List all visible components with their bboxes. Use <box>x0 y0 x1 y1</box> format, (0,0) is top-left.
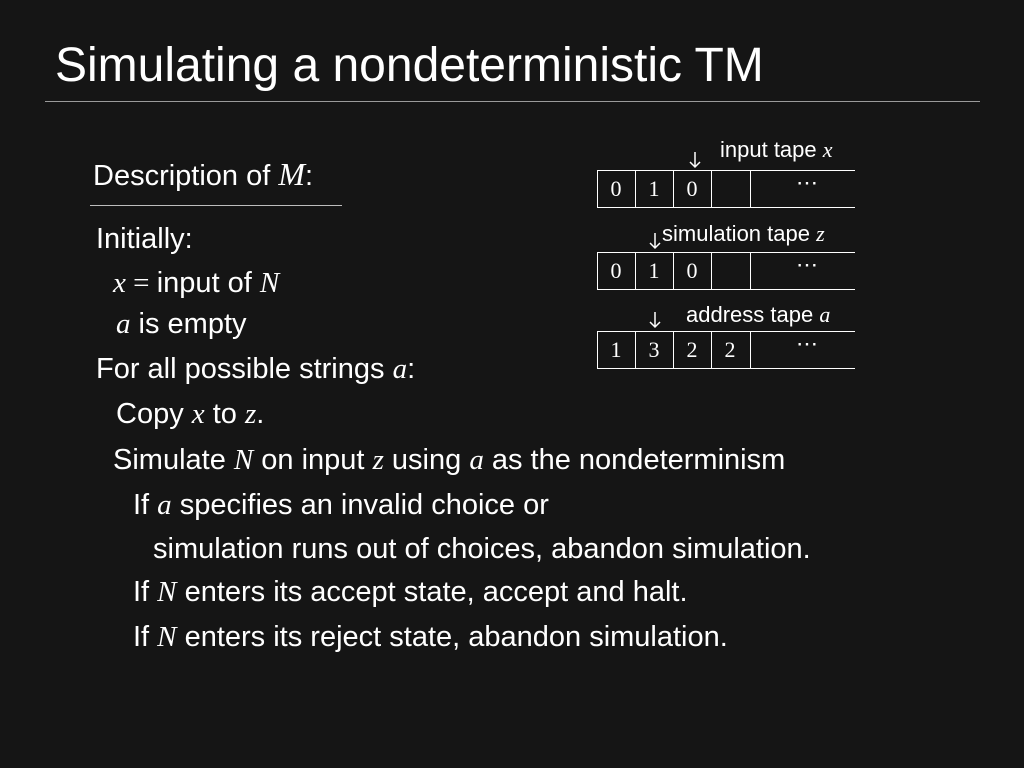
address-tape <box>597 331 855 369</box>
address-tape-cell: 2 <box>686 337 698 362</box>
simulation-tape-cell: 1 <box>648 258 660 283</box>
input-tape-cell: 0 <box>686 176 698 201</box>
address-tape-cell: 2 <box>724 337 736 362</box>
simulation-tape-var: z <box>816 221 825 246</box>
a-var: a <box>157 489 172 521</box>
x-assignment-line <box>113 266 279 300</box>
if-text: If <box>133 621 158 653</box>
input-tape-cell <box>711 170 749 208</box>
n-var: N <box>233 444 254 476</box>
copy-text: Copy <box>116 398 192 430</box>
input-tape-label <box>720 137 833 163</box>
z-var: z <box>372 444 384 476</box>
slide-title: Simulating a nondeterministic TM <box>55 39 764 92</box>
input-tape-label-text: input tape <box>720 137 823 162</box>
simulation-tape-cell <box>711 252 749 290</box>
if-accept-line <box>133 575 688 609</box>
forall-line <box>96 352 415 386</box>
reject-text: enters its reject state, abandon simulation. <box>176 621 728 653</box>
on-input-text: on input <box>253 444 373 476</box>
forall-text: For all possible strings <box>96 353 393 385</box>
invalid-choice-text: specifies an invalid choice or <box>171 489 549 521</box>
input-tape <box>597 170 855 208</box>
a-var: a <box>469 444 484 476</box>
input-tape-head-arrow-icon <box>688 151 702 169</box>
if-invalid-line <box>133 488 549 522</box>
nondeterminism-text: as the nondeterminism <box>483 444 786 476</box>
runs-out-line: simulation runs out of choices, abandon simulation. <box>153 533 811 565</box>
simulation-tape-cell: 0 <box>610 258 622 283</box>
simulate-text: Simulate <box>113 444 234 476</box>
description-underline <box>90 205 342 206</box>
if-text: If <box>133 576 158 608</box>
address-tape-ellipsis: ⋯ <box>796 331 818 356</box>
if-reject-line <box>133 620 728 654</box>
machine-symbol: M <box>278 156 306 192</box>
description-suffix: : <box>305 160 314 192</box>
accept-text: enters its accept state, accept and halt. <box>176 576 688 608</box>
if-text: If <box>133 489 158 521</box>
x-var: x <box>113 267 126 299</box>
a-var: a <box>116 308 131 340</box>
copy-to-text: to <box>204 398 245 430</box>
simulation-tape-head-arrow-icon <box>648 232 662 250</box>
n-var: N <box>157 621 177 653</box>
copy-period: . <box>256 398 265 430</box>
address-tape-head-arrow-icon <box>648 311 662 329</box>
address-tape-label-text: address tape <box>686 302 820 327</box>
simulation-tape-cell: 0 <box>686 258 698 283</box>
simulation-tape-label <box>662 221 825 247</box>
z-var: z <box>244 398 257 430</box>
input-tape-var: x <box>822 137 833 162</box>
n-var: N <box>259 267 280 299</box>
a-empty-text: is empty <box>130 308 247 340</box>
simulation-tape <box>597 252 855 290</box>
a-var: a <box>392 353 408 385</box>
address-tape-cell: 1 <box>610 337 622 362</box>
a-empty-line <box>116 307 247 341</box>
using-text: using <box>383 444 470 476</box>
x-var: x <box>191 398 205 430</box>
simulate-line <box>113 443 785 477</box>
title-divider <box>45 101 980 102</box>
n-var: N <box>157 576 177 608</box>
copy-line <box>116 397 264 431</box>
description-prefix: Description of <box>93 160 279 192</box>
input-tape-cell: 0 <box>610 176 622 201</box>
forall-suffix: : <box>407 353 416 385</box>
input-tape-ellipsis: ⋯ <box>796 170 818 195</box>
address-tape-label <box>686 302 830 328</box>
equals-sign: = <box>125 267 157 299</box>
input-tape-cell: 1 <box>648 176 660 201</box>
initially-line: Initially: <box>96 223 193 255</box>
x-assignment-text: input of <box>156 267 260 299</box>
simulation-tape-ellipsis: ⋯ <box>796 252 818 277</box>
simulation-tape-label-text: simulation tape <box>662 221 817 246</box>
address-tape-cell: 3 <box>648 337 660 362</box>
description-heading <box>93 156 313 193</box>
address-tape-var: a <box>819 302 831 327</box>
